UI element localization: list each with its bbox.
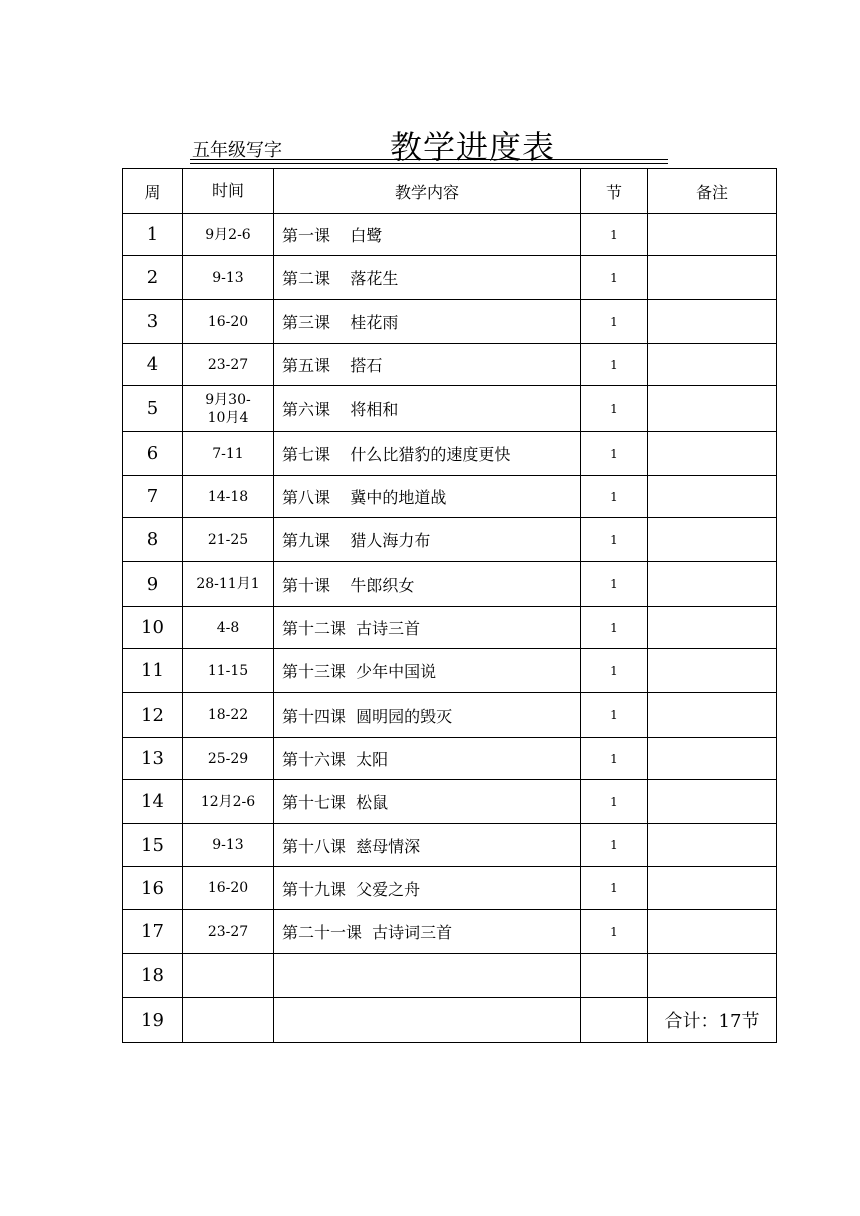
note-cell bbox=[648, 386, 777, 432]
week-cell: 3 bbox=[123, 300, 183, 344]
week-cell: 15 bbox=[123, 824, 183, 867]
lessons-cell: 1 bbox=[581, 214, 648, 256]
lessons-cell: 1 bbox=[581, 476, 648, 518]
content-cell: 第十九课 父爱之舟 bbox=[274, 867, 581, 910]
content-cell bbox=[274, 954, 581, 998]
note-cell bbox=[648, 780, 777, 824]
content-cell: 第十六课 太阳 bbox=[274, 738, 581, 780]
title-underline-top bbox=[190, 159, 668, 160]
lessons-cell: 1 bbox=[581, 738, 648, 780]
time-cell bbox=[183, 998, 274, 1043]
lessons-cell: 1 bbox=[581, 432, 648, 476]
note-cell bbox=[648, 562, 777, 607]
content-cell: 第六课 将相和 bbox=[274, 386, 581, 432]
note-cell bbox=[648, 344, 777, 386]
content-cell: 第十三课 少年中国说 bbox=[274, 649, 581, 693]
note-cell: 合计：17节 bbox=[648, 998, 777, 1043]
table-row bbox=[123, 738, 777, 780]
table-row bbox=[123, 824, 777, 867]
content-cell: 第一课 白鹭 bbox=[274, 214, 581, 256]
table-header-row bbox=[123, 169, 777, 214]
lessons-cell: 1 bbox=[581, 867, 648, 910]
time-cell: 12月2-6 bbox=[183, 780, 274, 824]
note-cell bbox=[648, 910, 777, 954]
content-cell: 第七课 什么比猎豹的速度更快 bbox=[274, 432, 581, 476]
week-cell: 2 bbox=[123, 256, 183, 300]
lessons-cell: 1 bbox=[581, 824, 648, 867]
lessons-cell: 1 bbox=[581, 344, 648, 386]
table-row bbox=[123, 476, 777, 518]
week-cell: 13 bbox=[123, 738, 183, 780]
week-cell: 14 bbox=[123, 780, 183, 824]
lessons-cell: 1 bbox=[581, 256, 648, 300]
table-row bbox=[123, 562, 777, 607]
table-row bbox=[123, 954, 777, 998]
lessons-cell: 1 bbox=[581, 910, 648, 954]
week-cell: 5 bbox=[123, 386, 183, 432]
note-cell bbox=[648, 256, 777, 300]
time-cell: 25-29 bbox=[183, 738, 274, 780]
note-cell bbox=[648, 693, 777, 738]
time-cell: 16-20 bbox=[183, 300, 274, 344]
content-cell: 第十七课 松鼠 bbox=[274, 780, 581, 824]
note-cell bbox=[648, 649, 777, 693]
column-header-content: 教学内容 bbox=[274, 169, 581, 214]
time-cell: 21-25 bbox=[183, 518, 274, 562]
lessons-cell: 1 bbox=[581, 649, 648, 693]
table-row bbox=[123, 693, 777, 738]
week-cell: 7 bbox=[123, 476, 183, 518]
content-cell: 第五课 搭石 bbox=[274, 344, 581, 386]
content-cell: 第二十一课 古诗词三首 bbox=[274, 910, 581, 954]
content-cell: 第十四课 圆明园的毁灭 bbox=[274, 693, 581, 738]
note-cell bbox=[648, 518, 777, 562]
table-row bbox=[123, 649, 777, 693]
content-cell bbox=[274, 998, 581, 1043]
lessons-cell: 1 bbox=[581, 386, 648, 432]
week-cell: 1 bbox=[123, 214, 183, 256]
time-cell bbox=[183, 954, 274, 998]
week-cell: 8 bbox=[123, 518, 183, 562]
week-cell: 10 bbox=[123, 607, 183, 649]
time-cell: 7-11 bbox=[183, 432, 274, 476]
week-cell: 11 bbox=[123, 649, 183, 693]
time-cell: 28-11月1 bbox=[183, 562, 274, 607]
table-row bbox=[123, 910, 777, 954]
lessons-cell: 1 bbox=[581, 518, 648, 562]
time-cell: 16-20 bbox=[183, 867, 274, 910]
week-cell: 9 bbox=[123, 562, 183, 607]
content-cell: 第三课 桂花雨 bbox=[274, 300, 581, 344]
lessons-cell bbox=[581, 998, 648, 1043]
table-row bbox=[123, 344, 777, 386]
note-cell bbox=[648, 954, 777, 998]
column-header-lessons: 节 bbox=[581, 169, 648, 214]
note-cell bbox=[648, 432, 777, 476]
time-cell: 14-18 bbox=[183, 476, 274, 518]
note-cell bbox=[648, 607, 777, 649]
content-cell: 第二课 落花生 bbox=[274, 256, 581, 300]
time-cell: 9-13 bbox=[183, 824, 274, 867]
content-cell: 第十二课 古诗三首 bbox=[274, 607, 581, 649]
table-row bbox=[123, 607, 777, 649]
note-cell bbox=[648, 738, 777, 780]
lessons-cell: 1 bbox=[581, 562, 648, 607]
lessons-cell: 1 bbox=[581, 300, 648, 344]
table-row bbox=[123, 432, 777, 476]
page-title: 教学进度表 bbox=[390, 128, 556, 166]
content-cell: 第十八课 慈母情深 bbox=[274, 824, 581, 867]
note-cell bbox=[648, 476, 777, 518]
table-row bbox=[123, 867, 777, 910]
subtitle: 五年级写字 bbox=[192, 140, 282, 161]
table-row bbox=[123, 256, 777, 300]
table-row bbox=[123, 214, 777, 256]
time-cell: 9-13 bbox=[183, 256, 274, 300]
column-header-note: 备注 bbox=[648, 169, 777, 214]
lessons-cell: 1 bbox=[581, 780, 648, 824]
lessons-cell bbox=[581, 954, 648, 998]
week-cell: 6 bbox=[123, 432, 183, 476]
note-cell bbox=[648, 214, 777, 256]
note-cell bbox=[648, 300, 777, 344]
table-row bbox=[123, 300, 777, 344]
lessons-cell: 1 bbox=[581, 693, 648, 738]
week-cell: 18 bbox=[123, 954, 183, 998]
schedule-table bbox=[122, 168, 777, 1043]
table-row bbox=[123, 518, 777, 562]
time-cell: 23-27 bbox=[183, 344, 274, 386]
note-cell bbox=[648, 824, 777, 867]
table-row bbox=[123, 998, 777, 1043]
content-cell: 第十课 牛郎织女 bbox=[274, 562, 581, 607]
column-header-week: 周 bbox=[123, 169, 183, 214]
lessons-cell: 1 bbox=[581, 607, 648, 649]
week-cell: 16 bbox=[123, 867, 183, 910]
table-row bbox=[123, 780, 777, 824]
note-cell bbox=[648, 867, 777, 910]
week-cell: 12 bbox=[123, 693, 183, 738]
time-cell: 18-22 bbox=[183, 693, 274, 738]
time-cell: 4-8 bbox=[183, 607, 274, 649]
week-cell: 19 bbox=[123, 998, 183, 1043]
content-cell: 第九课 猎人海力布 bbox=[274, 518, 581, 562]
time-cell: 9月30- 10月4 bbox=[183, 386, 274, 432]
time-cell: 9月2-6 bbox=[183, 214, 274, 256]
week-cell: 17 bbox=[123, 910, 183, 954]
content-cell: 第八课 冀中的地道战 bbox=[274, 476, 581, 518]
time-cell: 23-27 bbox=[183, 910, 274, 954]
title-underline-bottom bbox=[190, 163, 668, 164]
time-cell: 11-15 bbox=[183, 649, 274, 693]
table-row bbox=[123, 386, 777, 432]
week-cell: 4 bbox=[123, 344, 183, 386]
column-header-time: 时间 bbox=[183, 169, 274, 214]
